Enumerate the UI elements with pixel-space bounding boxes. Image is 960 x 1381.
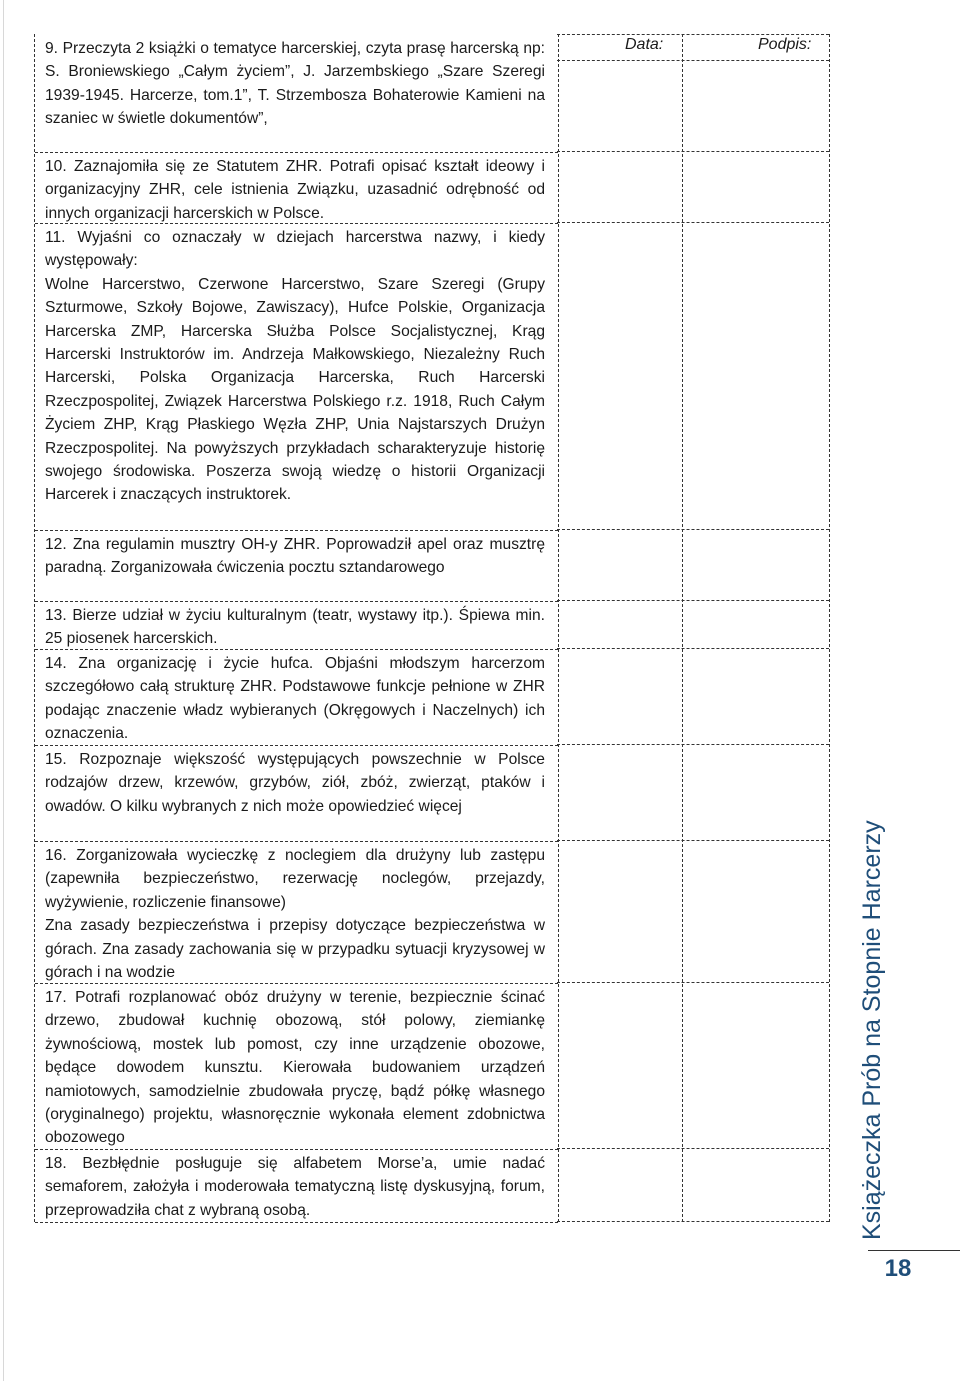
requirement-item-16: [35, 841, 558, 984]
requirement-text: 15. Rozpoznaje większość występujących powszechnie w Polsce rodzajów drzew, krzewów, grzybów, ziół, zbóż, zwierząt, ptaków i owadów. O kilku wybranych z nich może opowiedzieć więcej: [45, 751, 545, 815]
requirement-text: 13. Bierze udział w życiu kulturalnym (teatr, wystawy itp.). Śpiewa min. 25 piosenek harcerskich.: [45, 607, 545, 648]
signature-row-divider: [557, 222, 829, 223]
requirement-item-14: [35, 649, 558, 746]
table-top-border: [557, 34, 829, 35]
requirement-item-17: [35, 983, 558, 1150]
signature-row-divider: [557, 1221, 829, 1222]
requirement-text: 12. Zna regulamin musztry OH-y ZHR. Poprowadził apel oraz musztrę paradną. Zorganizowała ćwiczenia pocztu sztandarowego: [45, 536, 545, 577]
requirements-table: [34, 34, 829, 1222]
requirement-item-18: [35, 1149, 558, 1223]
requirement-item-13: [35, 601, 558, 650]
signature-row-divider: [557, 1148, 829, 1149]
header-divider: [557, 60, 829, 61]
signature-row-divider: [557, 982, 829, 983]
requirement-item-12: [35, 530, 558, 602]
requirement-item-10: [35, 152, 558, 224]
signature-row-divider: [557, 840, 829, 841]
requirement-text: 18. Bezbłędnie posługuje się alfabetem Morse’a, umie nadać semaforem, założyła i moderowała tematyczną listę dyskusyjną, forum, przeprowadziła chat z wybraną osobą.: [45, 1155, 545, 1219]
requirement-text: Wolne Harcerstwo, Czerwone Harcerstwo, Szare Szeregi (Grupy Szturmowe, Szkoły Bojowe, Zawiszacy), Hufce Polskie, Organizacja Harcerska ZMP, Harcerska Służba Polsce Socjalistycznej, Krąg Harcerski Instruktorów im. Andrzeja Małkowskiego, Niezależny Ruch Harcerski, Polska Organizacja Harcerska, Ruch Harcerski Rzeczpospolitej, Związek Harcerstwa Polskiego r.z. 1918, Ruch Całym Życiem ZHP, Krąg Płaskiego Węzła ZHP, Unia Najstarszych Drużyn Rzeczpospolitej. Na powyższych przykładach scharakteryzuje historię swojego środowiska. Poszerza swoją wiedzę o historii Organizacji Harcerek i znaczących instruktorek.: [45, 275, 545, 504]
requirement-item-11: [35, 223, 558, 531]
requirement-item-15: [35, 745, 558, 842]
grid-divider: [682, 34, 684, 1222]
page-number: 18: [884, 1255, 912, 1282]
signature-row-divider: [557, 600, 829, 601]
signature-row-divider: [557, 744, 829, 745]
margin-line: [3, 0, 4, 1381]
signature-row-divider: [557, 648, 829, 649]
date-header: Data:: [625, 36, 664, 53]
footer-rule: [868, 1250, 960, 1251]
signature-header-label: Podpis:: [758, 36, 812, 53]
signature-grid: [557, 34, 829, 1222]
signature-row-divider: [557, 529, 829, 530]
requirement-text: 11. Wyjaśni co oznaczały w dziejach harcerstwa nazwy, i kiedy występowały:: [45, 229, 545, 270]
requirement-text: 17. Potrafi rozplanować obóz drużyny w terenie, bezpiecznie ścinać drzewo, zbudował kuchnię obozową, stół polowy, ziemiankę żywnościową, mostek lub pomost, czy inne urządzenie obozowe, będące dowodem kunsztu. Kierowała budowaniem urządzeń namiotowych, samodzielnie zbudowała pryczę, bądź półkę własnego (oryginalnego) projektu, własnoręcznie wykonała element zdobnictwa obozowego: [45, 989, 545, 1147]
signature-header: [557, 34, 829, 61]
requirement-text: 9. Przeczyta 2 książki o tematyce harcerskiej, czyta prasę harcerską np: S. Broniewskiego „Całym życiem”, J. Jarzembskiego „Szare Szeregi 1939-1945. Harcerze, tom.1”, T. Strzembosza Bohaterowie Kamieni na szaniec w świetle dokumentów”,: [45, 40, 545, 128]
signature-row-divider: [557, 151, 829, 152]
requirement-text: Zna zasady bezpieczeństwa i przepisy dotyczące bezpieczeństwa w górach. Zna zasady zachowania się w przypadku sytuacji kryzysowej w górach i na wodzie: [45, 917, 545, 982]
requirement-text: 10. Zaznajomiła się ze Statutem ZHR. Potrafi opisać kształt ideowy i organizacyjny ZHR, cele istnienia Związku, uzasadnić odrębność od innych organizacji harcerskich w Polsce.: [45, 158, 545, 222]
requirement-text: 14. Zna organizację i życie hufca. Objaśni młodszym harcerzom szczegółowo całą strukturę ZHR. Podstawowe funkcje pełnione w ZHR podając znaczenie władz wybieranych (Okręgowych i Naczelnych) ich oznaczenia.: [45, 655, 545, 743]
requirement-text: 16. Zorganizowała wycieczkę z noclegiem dla drużyny lub zastępu (zapewniła bezpieczeństwo, rezerwację noclegów, przejazdy, wyżywienie, rozliczenie finansowe): [45, 847, 545, 911]
booklet-title: Książeczka Prób na Stopnie Harcerzy: [858, 820, 886, 1240]
signature-column: [557, 34, 830, 1222]
requirements-column: [34, 34, 559, 1222]
requirement-item-9: [35, 34, 558, 153]
